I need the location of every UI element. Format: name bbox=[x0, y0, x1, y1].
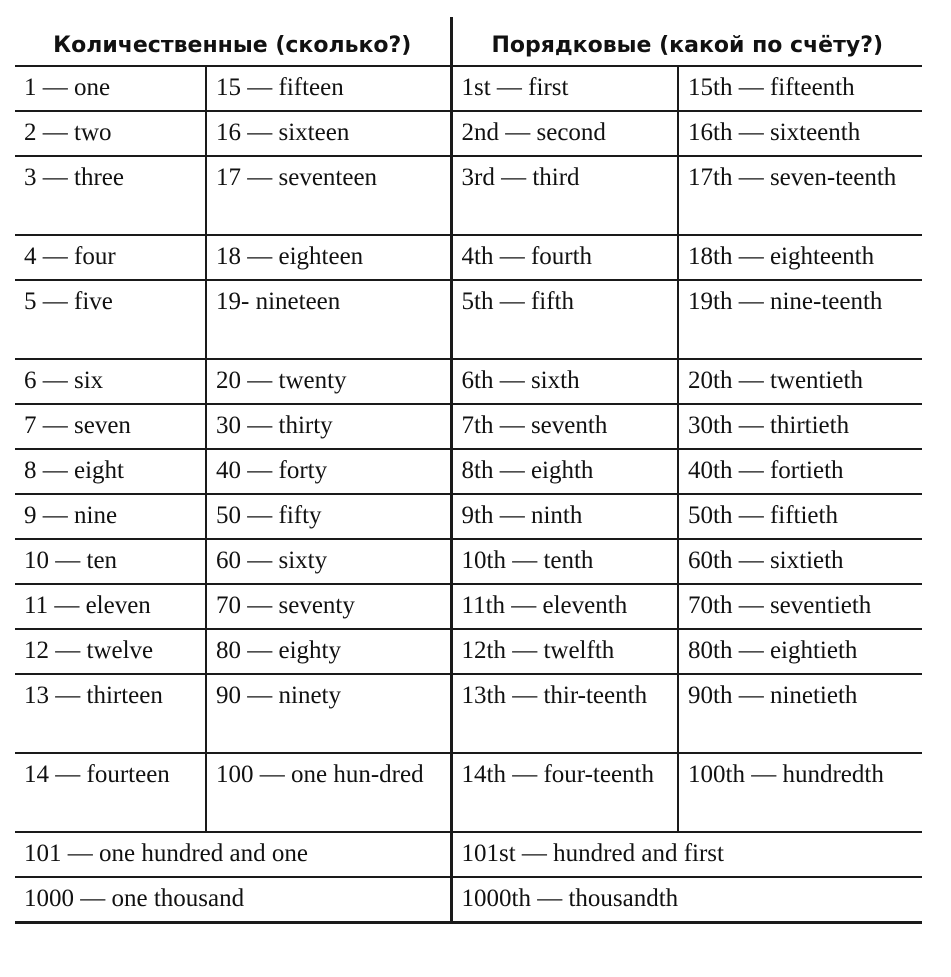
cardinal-cell: 100 — one hun-dred bbox=[206, 753, 451, 832]
table-row bbox=[15, 449, 922, 494]
ordinal-cell: 30th — thirtieth bbox=[678, 404, 922, 449]
cardinal-cell: 3 — three bbox=[15, 156, 206, 235]
cardinal-cell: 7 — seven bbox=[15, 404, 206, 449]
ordinal-cell: 20th — twentieth bbox=[678, 359, 922, 404]
cardinal-cell: 30 — thirty bbox=[206, 404, 451, 449]
cardinal-cell: 8 — eight bbox=[15, 449, 206, 494]
cardinal-cell: 5 — five bbox=[15, 280, 206, 359]
ordinal-cell: 16th — sixteenth bbox=[678, 111, 922, 156]
cardinal-cell: 6 — six bbox=[15, 359, 206, 404]
ordinal-cell: 1000th — thousandth bbox=[451, 877, 922, 922]
ordinal-cell: 90th — ninetieth bbox=[678, 674, 922, 753]
table-row bbox=[15, 539, 922, 584]
ordinal-cell: 13th — thir-teenth bbox=[451, 674, 678, 753]
table-row-wide bbox=[15, 832, 922, 877]
cardinal-cell: 16 — sixteen bbox=[206, 111, 451, 156]
cardinal-cell: 1000 — one thousand bbox=[15, 877, 451, 922]
ordinal-cell: 14th — four-teenth bbox=[451, 753, 678, 832]
cardinal-cell: 90 — ninety bbox=[206, 674, 451, 753]
ordinal-cell: 101st — hundred and first bbox=[451, 832, 922, 877]
cardinal-cell: 10 — ten bbox=[15, 539, 206, 584]
cardinal-cell: 101 — one hundred and one bbox=[15, 832, 451, 877]
table-row bbox=[15, 156, 922, 235]
ordinal-cell: 2nd — second bbox=[451, 111, 678, 156]
cardinal-cell: 15 — fifteen bbox=[206, 66, 451, 111]
table-row bbox=[15, 753, 922, 832]
numerals-table bbox=[15, 17, 922, 924]
header-row bbox=[15, 17, 922, 66]
table-row bbox=[15, 584, 922, 629]
ordinal-header: Порядковые (какой по счёту?) bbox=[451, 17, 922, 66]
ordinal-cell: 18th — eighteenth bbox=[678, 235, 922, 280]
table-row bbox=[15, 404, 922, 449]
ordinal-cell: 19th — nine-teenth bbox=[678, 280, 922, 359]
ordinal-cell: 6th — sixth bbox=[451, 359, 678, 404]
ordinal-cell: 15th — fifteenth bbox=[678, 66, 922, 111]
ordinal-cell: 8th — eighth bbox=[451, 449, 678, 494]
cardinal-cell: 2 — two bbox=[15, 111, 206, 156]
cardinal-cell: 17 — seventeen bbox=[206, 156, 451, 235]
cardinal-cell: 12 — twelve bbox=[15, 629, 206, 674]
ordinal-cell: 60th — sixtieth bbox=[678, 539, 922, 584]
cardinal-header: Количественные (сколько?) bbox=[15, 17, 451, 66]
ordinal-cell: 5th — fifth bbox=[451, 280, 678, 359]
ordinal-cell: 70th — seventieth bbox=[678, 584, 922, 629]
ordinal-cell: 3rd — third bbox=[451, 156, 678, 235]
ordinal-cell: 100th — hundredth bbox=[678, 753, 922, 832]
table-row bbox=[15, 629, 922, 674]
ordinal-cell: 12th — twelfth bbox=[451, 629, 678, 674]
ordinal-cell: 40th — fortieth bbox=[678, 449, 922, 494]
table-row bbox=[15, 66, 922, 111]
table-row-wide bbox=[15, 877, 922, 922]
cardinal-cell: 50 — fifty bbox=[206, 494, 451, 539]
cardinal-cell: 13 — thirteen bbox=[15, 674, 206, 753]
ordinal-cell: 4th — fourth bbox=[451, 235, 678, 280]
ordinal-cell: 9th — ninth bbox=[451, 494, 678, 539]
cardinal-cell: 80 — eighty bbox=[206, 629, 451, 674]
cardinal-cell: 9 — nine bbox=[15, 494, 206, 539]
table-row bbox=[15, 494, 922, 539]
cardinal-cell: 60 — sixty bbox=[206, 539, 451, 584]
ordinal-cell: 50th — fiftieth bbox=[678, 494, 922, 539]
table-row bbox=[15, 359, 922, 404]
cardinal-cell: 40 — forty bbox=[206, 449, 451, 494]
cardinal-cell: 19- nineteen bbox=[206, 280, 451, 359]
cardinal-cell: 4 — four bbox=[15, 235, 206, 280]
ordinal-cell: 11th — eleventh bbox=[451, 584, 678, 629]
table-row bbox=[15, 111, 922, 156]
cardinal-cell: 20 — twenty bbox=[206, 359, 451, 404]
ordinal-cell: 17th — seven-teenth bbox=[678, 156, 922, 235]
cardinal-cell: 11 — eleven bbox=[15, 584, 206, 629]
cardinal-cell: 70 — seventy bbox=[206, 584, 451, 629]
table-row bbox=[15, 235, 922, 280]
ordinal-cell: 7th — seventh bbox=[451, 404, 678, 449]
ordinal-cell: 10th — tenth bbox=[451, 539, 678, 584]
cardinal-cell: 14 — fourteen bbox=[15, 753, 206, 832]
table-row bbox=[15, 280, 922, 359]
cardinal-cell: 1 — one bbox=[15, 66, 206, 111]
ordinal-cell: 80th — eightieth bbox=[678, 629, 922, 674]
ordinal-cell: 1st — first bbox=[451, 66, 678, 111]
cardinal-cell: 18 — eighteen bbox=[206, 235, 451, 280]
table-row bbox=[15, 674, 922, 753]
